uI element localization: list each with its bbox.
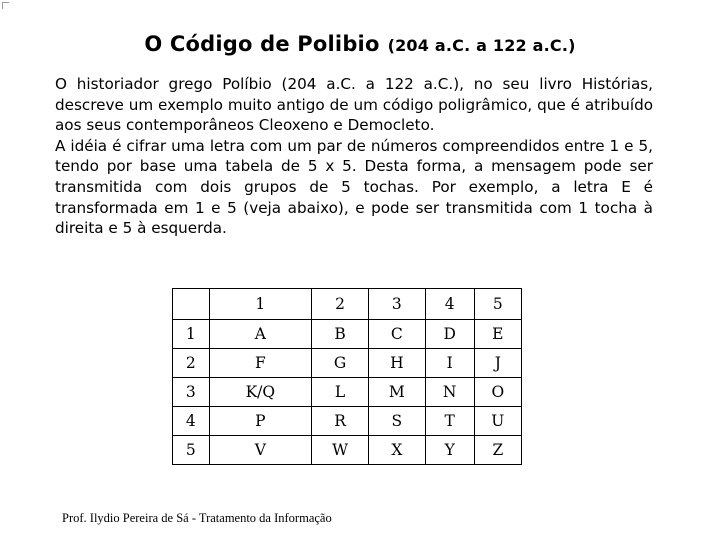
slide-corner-mark [2, 2, 9, 9]
table-cell: X [369, 436, 426, 465]
table-cell: H [369, 349, 426, 378]
table-cell: E [474, 320, 521, 349]
table-cell: S [369, 407, 426, 436]
table-cell: L [312, 378, 369, 407]
table-cell: M [369, 378, 426, 407]
column-header: 1 [209, 289, 312, 320]
table-cell: U [474, 407, 521, 436]
polybius-square-table [172, 288, 522, 465]
table-cell: J [474, 349, 521, 378]
row-header: 2 [173, 349, 210, 378]
table-cell: K/Q [209, 378, 312, 407]
slide-title-main: O Código de Polibio [144, 32, 380, 56]
table-cell: C [369, 320, 426, 349]
row-header: 3 [173, 378, 210, 407]
table-cell: G [312, 349, 369, 378]
table-row [173, 436, 522, 465]
slide-footer: Prof. Ilydio Pereira de Sá - Tratamento da Informação [62, 511, 332, 525]
table-row [173, 407, 522, 436]
column-header: 2 [312, 289, 369, 320]
table-row [173, 378, 522, 407]
slide-body [55, 74, 653, 239]
slide-title [0, 32, 720, 56]
table-cell: A [209, 320, 312, 349]
row-header: 1 [173, 320, 210, 349]
table-row [173, 349, 522, 378]
table-row [173, 320, 522, 349]
paragraph-explanation: A idéia é cifrar uma letra com um par de números compreendidos entre 1 e 5, tendo por base uma tabela de 5 x 5. Desta forma, a mensagem pode ser transmitida com dois grupos de 5 tochas. Por exemplo, a letra E é transformada em 1 e 5 (veja abaixo), e pode ser transmitida com 1 tocha à direita e 5 à esquerda. [55, 136, 653, 238]
table-cell: I [425, 349, 474, 378]
table-cell: F [209, 349, 312, 378]
table-cell: Y [425, 436, 474, 465]
table-header-row [173, 289, 522, 320]
row-header: 5 [173, 436, 210, 465]
table-corner-cell [173, 289, 210, 320]
table-cell: D [425, 320, 474, 349]
table-cell: V [209, 436, 312, 465]
paragraph-intro: O historiador grego Políbio (204 a.C. a 122 a.C.), no seu livro Histórias, descreve um exemplo muito antigo de um código poligrâmico, que é atribuído aos seus contemporâneos Cleoxeno e Democleto. [55, 75, 653, 135]
table-cell: O [474, 378, 521, 407]
table-cell: T [425, 407, 474, 436]
row-header: 4 [173, 407, 210, 436]
column-header: 5 [474, 289, 521, 320]
table-cell: R [312, 407, 369, 436]
column-header: 4 [425, 289, 474, 320]
table-cell: N [425, 378, 474, 407]
column-header: 3 [369, 289, 426, 320]
table-cell: P [209, 407, 312, 436]
table-cell: Z [474, 436, 521, 465]
table-cell: B [312, 320, 369, 349]
table-cell: W [312, 436, 369, 465]
slide-title-dates: (204 a.C. a 122 a.C.) [387, 36, 576, 55]
